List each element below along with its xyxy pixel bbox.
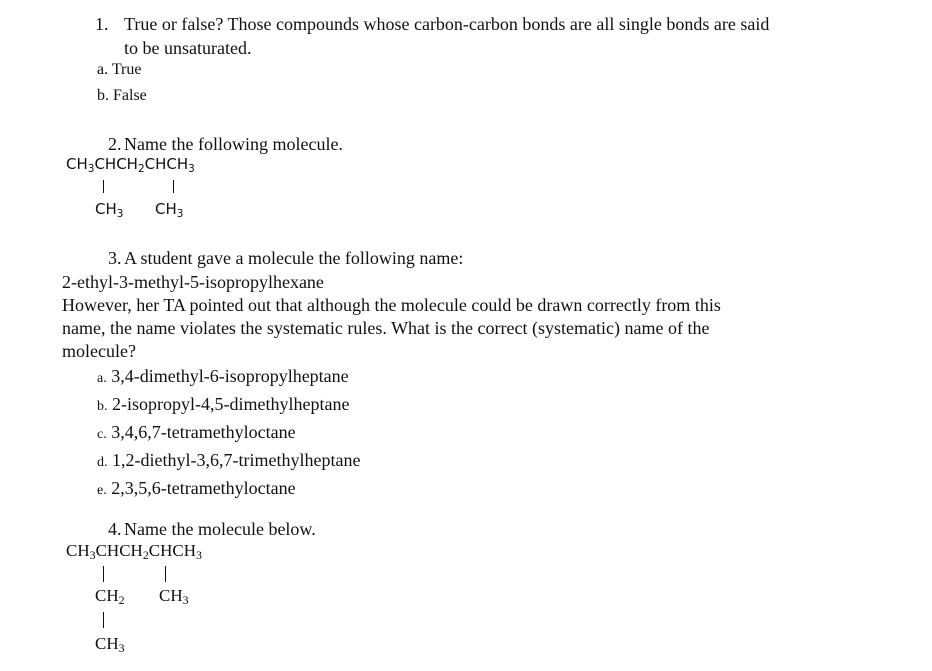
option-label: b. [97, 399, 108, 414]
bond-line [103, 612, 104, 628]
question-3-body-line3: molecule? [62, 341, 136, 361]
option-label: a. [97, 371, 107, 386]
option-label: d. [97, 455, 108, 470]
question-2-number: 2. [108, 134, 122, 154]
question-3-number: 3. [108, 248, 122, 268]
question-3-option-c[interactable] [97, 422, 296, 443]
option-text: 2-isopropyl-4,5-dimethylheptane [112, 394, 350, 414]
question-1-number: 1. [95, 14, 109, 34]
molecule-main-chain: $CH_3CHCH_2CHCH_3$ [66, 541, 202, 562]
option-label: a. [97, 61, 109, 78]
option-label: c. [97, 427, 107, 442]
option-text: 2,3,5,6-tetramethyloctane [111, 478, 296, 498]
option-text: False [113, 87, 147, 104]
question-3-intro: A student gave a molecule the following name: [124, 248, 464, 268]
question-3-option-d[interactable] [97, 450, 360, 471]
question-1-text-line2: to be unsaturated. [124, 38, 252, 58]
option-text: 1,2-diethyl-3,6,7-trimethylheptane [112, 450, 361, 470]
option-text: True [111, 61, 142, 78]
bond-line [173, 180, 174, 193]
molecule-branch-ch2: $CH_2$ [95, 586, 125, 607]
bond-line [103, 180, 104, 193]
bond-line [103, 566, 104, 582]
question-3-option-e[interactable] [97, 478, 296, 499]
question-1-text-line1: True or false? Those compounds whose carbon-carbon bonds are all single bonds are said [124, 14, 770, 34]
molecule-branch-terminal-ch3: $CH_3$ [95, 634, 125, 655]
option-text: 3,4-dimethyl-6-isopropylheptane [111, 366, 349, 386]
question-3-body-line2: name, the name violates the systematic rules. What is the correct (systematic) name of the [62, 318, 710, 338]
molecule-branch-methyl-1: $CH_3$ [95, 200, 124, 220]
question-4-number: 4. [108, 519, 122, 539]
question-3-option-b[interactable] [97, 394, 349, 415]
question-3-option-a[interactable] [97, 366, 349, 387]
question-2-text: Name the following molecule. [124, 134, 343, 154]
bond-line [165, 566, 166, 582]
question-4-text: Name the molecule below. [124, 519, 316, 539]
question-3-body-line1: However, her TA pointed out that although the molecule could be drawn correctly from this [62, 295, 721, 315]
molecule-main-chain: $CH_3CHCH_2CHCH_3$ [66, 155, 195, 175]
option-label: e. [97, 483, 107, 498]
question-1-option-b[interactable] [97, 87, 147, 105]
molecule-branch-methyl: $CH_3$ [159, 586, 189, 607]
question-3-given-name: 2-ethyl-3-methyl-5-isopropylhexane [62, 272, 324, 292]
molecule-branch-methyl-2: $CH_3$ [155, 200, 184, 220]
option-label: b. [97, 87, 109, 104]
question-1-option-a[interactable] [97, 61, 141, 79]
option-text: 3,4,6,7-tetramethyloctane [111, 422, 296, 442]
